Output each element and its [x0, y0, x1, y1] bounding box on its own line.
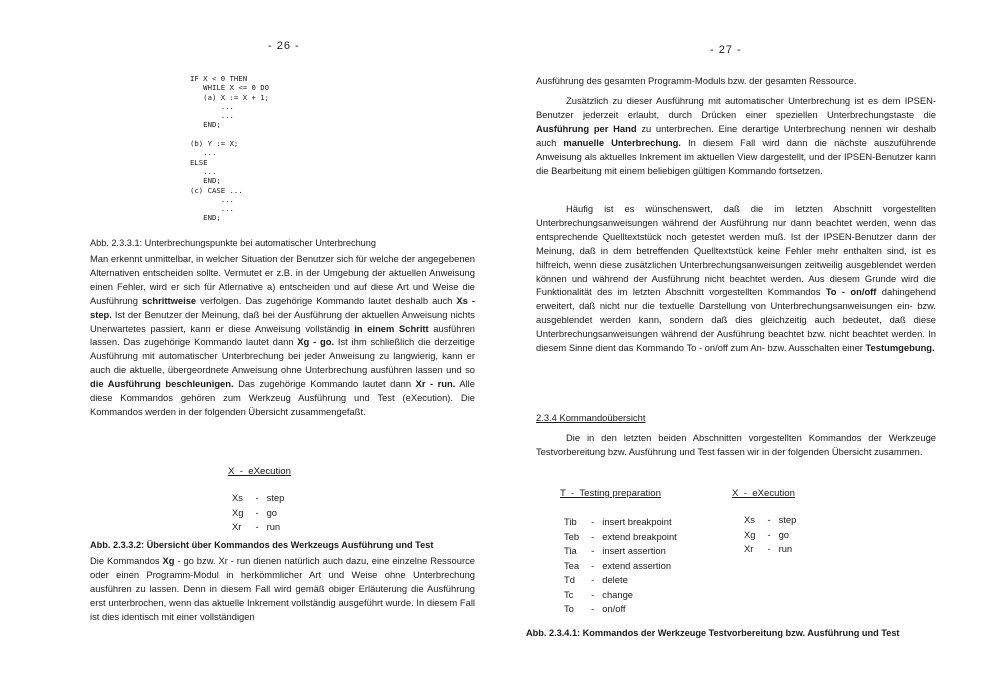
code-line: ... — [190, 194, 234, 204]
table-row — [564, 516, 681, 531]
command-dash: - — [591, 516, 595, 527]
table-row — [564, 574, 681, 589]
code-line: ... — [190, 166, 217, 176]
command-code: Teb — [564, 530, 580, 542]
command-dash: - — [591, 588, 595, 600]
command-code: Xs — [232, 492, 243, 503]
table-row — [744, 514, 800, 529]
page-number: - 26 - — [268, 40, 300, 52]
command-code: To — [564, 603, 574, 614]
command-code: Xg — [232, 506, 244, 518]
paragraph: Zusätzlich zu dieser Ausführung mit automatischer Unterbrechung ist es dem IPSEN-Benutzer jederzeit erlaubt, durch Drücken einer speziellen Unterbrechungstaste die Ausführung per Hand zu unterbrechen. Eine derartige Unterbrechung nennen wir deshalb auch manuelle Unterbrechung. In diesem Fall wird dann die nächste auszuführende Anweisung als aktuelles Inkrement im aktuellen View dargestellt, und der IPSEN-Benutzer kann die Bearbeitung mit einem beliebigen gültigen Kommando fortsetzen. — [536, 95, 937, 176]
page-number: - 27 - — [710, 44, 742, 56]
command-dash: - — [767, 543, 771, 554]
code-line: ELSE — [190, 157, 208, 167]
command-code: Td — [564, 574, 575, 585]
code-line: ... — [190, 148, 217, 158]
table-row — [564, 531, 681, 546]
right-page — [500, 0, 1000, 678]
paragraph: Die Kommandos Xg - go bzw. Xr - run dienen natürlich auch dazu, eine einzelne Ressource oder einen Programm-Modul in herkömmlicher Art und Weise ohne Unterbrechung ausführen zu lassen. Denn in diesem Fall wird gemäß obiger Erläuterung die Ausführung erst unterbrochen, wenn das aktuelle Inkrement vollständig ausgeführt wurde. In diesem Fall ist dies identisch mit einer vollständigen — [90, 555, 476, 622]
command-dash: - — [767, 514, 771, 525]
table-title: X - eXecution — [228, 466, 291, 477]
command-table — [564, 516, 681, 618]
table-row — [232, 507, 288, 522]
code-line: ... — [190, 204, 234, 214]
code-listing — [190, 74, 269, 223]
table-row — [232, 521, 288, 536]
command-code: Xr — [232, 521, 242, 532]
command-name: extend assertion — [602, 559, 672, 571]
table-row — [564, 589, 681, 604]
command-code: Tib — [564, 516, 577, 527]
section-heading: 2.3.4 Kommandoübersicht — [536, 412, 646, 423]
figure-caption: Abb. 2.3.3.2: Übersicht über Kommandos des Werkzeugs Ausführung und Test — [90, 540, 434, 550]
command-code: Tia — [564, 545, 577, 556]
command-name: go — [778, 528, 790, 540]
command-dash: - — [767, 528, 771, 540]
code-line: ... — [190, 101, 234, 111]
command-dash: - — [255, 492, 259, 503]
table-title: X - eXecution — [732, 488, 795, 499]
command-name: run — [778, 543, 793, 554]
paragraph: Ausführung des gesamten Programm-Moduls bzw. der gesamten Ressource. — [536, 75, 857, 86]
table-title: T - Testing preparation — [560, 488, 661, 499]
command-code: Xg — [744, 528, 756, 540]
command-table — [232, 492, 288, 536]
command-dash: - — [591, 603, 595, 614]
command-dash: - — [591, 545, 595, 556]
code-line: (c) CASE ... — [190, 185, 243, 195]
table-row — [744, 543, 800, 558]
command-code: Tea — [564, 559, 580, 571]
command-name: go — [266, 506, 278, 518]
command-code: Tc — [564, 588, 574, 600]
table-row — [744, 529, 800, 544]
command-name: run — [266, 521, 281, 532]
command-name: insert breakpoint — [602, 516, 672, 527]
command-code: Xs — [744, 514, 755, 525]
command-dash: - — [591, 559, 595, 571]
table-row — [564, 545, 681, 560]
command-name: step — [778, 514, 797, 525]
command-dash: - — [255, 521, 259, 532]
command-name: change — [602, 588, 634, 600]
command-dash: - — [255, 506, 259, 518]
code-line: (a) X := X + 1; — [190, 92, 270, 102]
command-dash: - — [591, 530, 595, 542]
code-line: WHILE X <= 0 DO — [190, 83, 270, 93]
command-name: extend breakpoint — [602, 530, 677, 542]
code-line: END; — [190, 213, 221, 223]
table-row — [564, 560, 681, 575]
code-line: IF X < 0 THEN — [190, 74, 248, 83]
paragraph: Die in den letzten beiden Abschnitten vorgestellten Kommandos der Werkzeuge Testvorbereitung bzw. Ausführung und Test fassen wir in der folgenden Übersicht zusammen. — [536, 432, 936, 457]
paragraph: Man erkennt unmittelbar, in welcher Situation der Benutzer sich für welche der angegebenen Alternativen entscheiden sollte. Vermutet er z.B. in der Umgebung der aktuellen Anweisung einen Fehler, wird er sich für Atlernative a) entscheiden und auf diese Art und Weise die Ausführung schrittweise verfolgen. Das zugehörige Kommando lautet deshalb auch Xs - step. Ist der Benutzer der Meinung, daß bei der Ausführung der aktuellen Anweisung nichts Unerwartetes passiert, kann er diese Anweisung vollständig in einem Schritt ausführen lassen. Das zugehörige Kommando lautet dann Xg - go. Ist ihm schließlich die derzeitige Ausführung mit automatischer Unterbrechung bei jeder Anweisung zu langwierig, kann er auch die aktuelle, übergeordnete Anweisung ohne Unterbrechung ausführen lassen und so die Ausführung beschleunigen. Das zugehörige Kommando lautet dann Xr - run. Alle diese Kommandos gehören zum Werkzeug Ausführung und Test (eXecution). Die Kommandos werden in der folgenden Übersicht zusammengefaßt. — [90, 253, 475, 417]
command-code: Xr — [744, 543, 754, 554]
paragraph: Häufig ist es wünschenswert, daß die im letzten Abschnitt vorgestellten Unterbrechungsanweisungen während der Ausführung nur dann beachtet werden, wenn das entsprechende Quelltextstück noch getestet werden muß. Ist der IPSEN-Benutzer dann der Meinung, daß in dem betreffenden Quelltextstück keine Fehler mehr enthalten sind, ist es hilfreich, wenn diese zusätzlichen Unterbrechungsanweisungen zeitweilig ausgeblendet werden können und während der Ausführung nicht beachtet werden. Aus diesem Grunde wird die Funktionalität des im letzten Abschnitt vorgestellten Kommandos To - on/off dahingehend erweitert, daß nicht nur die textuelle Darstellung von Unterbrechungsanweisungen ein- bzw. ausgeblendet werden kann, sondern daß dies gleichzeitig auch bedeutet, daß diese Unterbrechungsanweisungen während der Ausführung beachtet bzw. nicht beachtet werden. In diesem Sinne dient das Kommando To - on/off zum An- bzw. Ausschalten einer Testumgebung. — [536, 203, 937, 354]
figure-caption: Abb. 2.3.4.1: Kommandos der Werkzeuge Testvorbereitung bzw. Ausführung und Test — [526, 628, 900, 638]
command-name: delete — [602, 574, 628, 585]
command-dash: - — [591, 574, 595, 585]
code-line: END; — [190, 176, 221, 186]
table-row — [232, 492, 288, 507]
figure-caption: Abb. 2.3.3.1: Unterbrechungspunkte bei automatischer Unterbrechung — [90, 238, 377, 248]
code-line: END; — [190, 120, 221, 130]
code-line: ... — [190, 111, 234, 121]
command-name: on/off — [602, 603, 626, 614]
code-line — [190, 130, 269, 139]
code-line: (b) Y := X; — [190, 139, 239, 149]
command-table — [744, 514, 800, 558]
command-name: step — [266, 492, 285, 503]
table-row — [564, 603, 681, 618]
command-name: insert assertion — [602, 545, 666, 556]
